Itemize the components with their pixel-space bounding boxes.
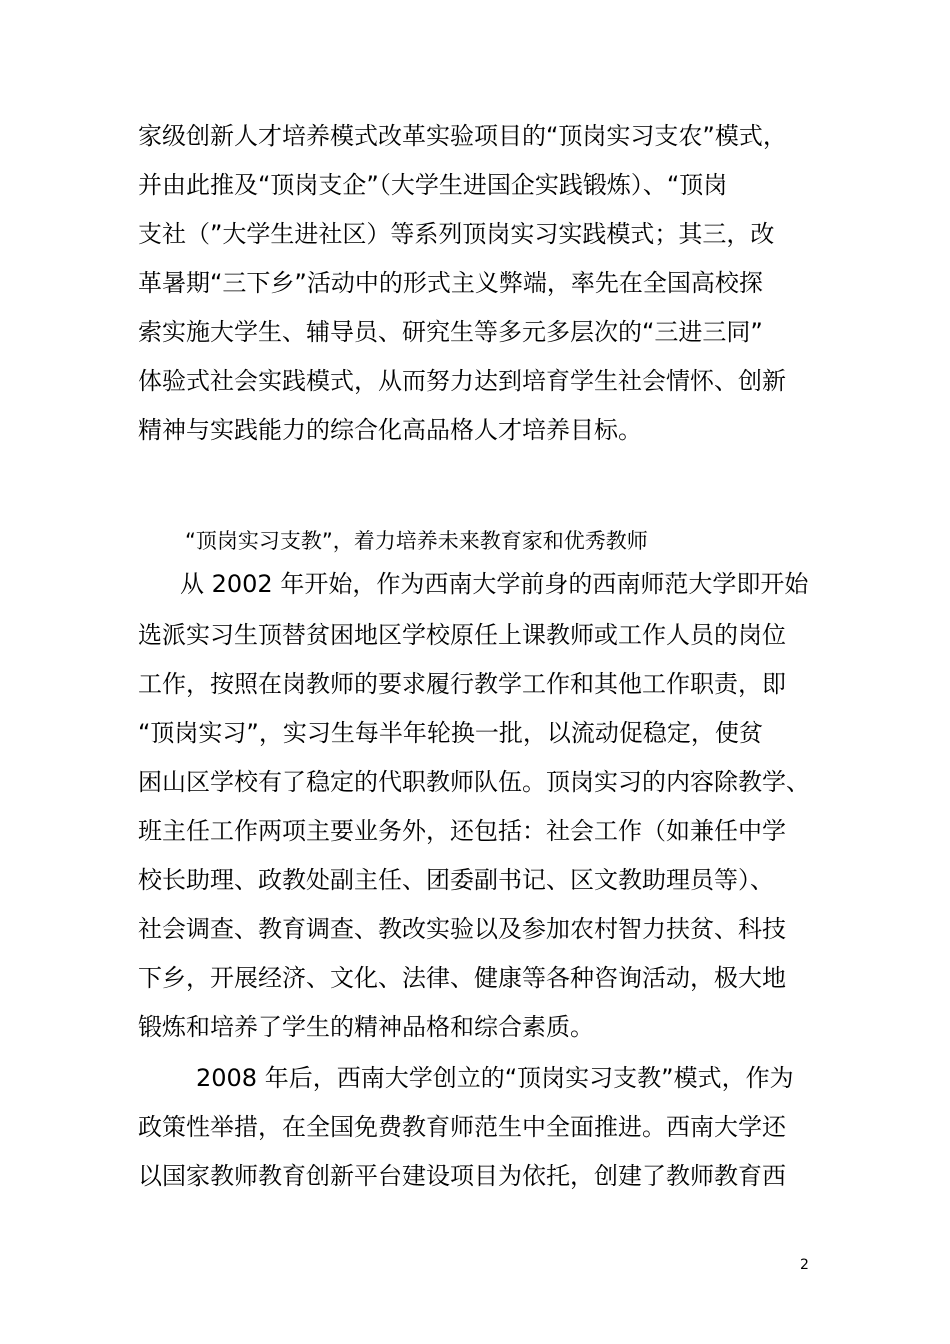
paragraph1-line-5: 索实施大学生、辅导员、研究生等多元多层次的“三进三同”: [138, 318, 763, 346]
paragraph3-line-3: 以国家教师教育创新平台建设项目为依托，创建了教师教育西: [138, 1162, 786, 1190]
paragraph2-line-9: 下乡，开展经济、文化、法律、健康等各种咨询活动，极大地: [138, 964, 786, 992]
paragraph1-line-4: 革暑期“三下乡”活动中的形式主义弊端，率先在全国高校探: [138, 269, 763, 297]
paragraph2-line-2: 选派实习生顶替贫困地区学校原任上课教师或工作人员的岗位: [138, 621, 786, 649]
paragraph1-line-6: 体验式社会实践模式，从而努力达到培育学生社会情怀、创新: [138, 367, 786, 395]
paragraph2-line-8: 社会调查、教育调查、教改实验以及参加农村智力扶贫、科技: [138, 915, 786, 943]
paragraph1-line-7: 精神与实践能力的综合化高品格人才培养目标。: [138, 416, 642, 444]
paragraph3-line-1: 2008 年后，西南大学创立的“顶岗实习支教”模式，作为: [196, 1064, 794, 1092]
paragraph2-line-3: 工作，按照在岗教师的要求履行教学工作和其他工作职责，即: [138, 670, 786, 698]
section-heading: “顶岗实习支教”，着力培养未来教育家和优秀教师: [185, 529, 648, 553]
paragraph3-line-2: 政策性举措，在全国免费教育师范生中全面推进。西南大学还: [138, 1113, 786, 1141]
page-number: 2: [800, 1257, 809, 1273]
paragraph2-line-7: 校长助理、政教处副主任、团委副书记、区文教助理员等）、: [138, 866, 774, 894]
paragraph1-line-2: 并由此推及“顶岗支企”（大学生进国企实践锻炼）、“顶岗: [138, 171, 728, 199]
paragraph2-line-5: 困山区学校有了稳定的代职教师队伍。顶岗实习的内容除教学、: [138, 768, 810, 796]
paragraph2-line-4: “顶岗实习”，实习生每半年轮换一批，以流动促稳定，使贫: [138, 719, 763, 747]
paragraph2-line-6: 班主任工作两项主要业务外，还包括：社会工作（如兼任中学: [138, 817, 786, 845]
paragraph1-line-1: 家级创新人才培养模式改革实验项目的“顶岗实习支农”模式，: [138, 122, 787, 150]
paragraph1-line-3: 支社（”大学生进社区）等系列顶岗实习实践模式；其三，改: [138, 220, 775, 248]
paragraph2-line-1: 从 2002 年开始，作为西南大学前身的西南师范大学即开始: [180, 570, 809, 598]
paragraph2-line-10: 锻炼和培养了学生的精神品格和综合素质。: [138, 1013, 594, 1041]
